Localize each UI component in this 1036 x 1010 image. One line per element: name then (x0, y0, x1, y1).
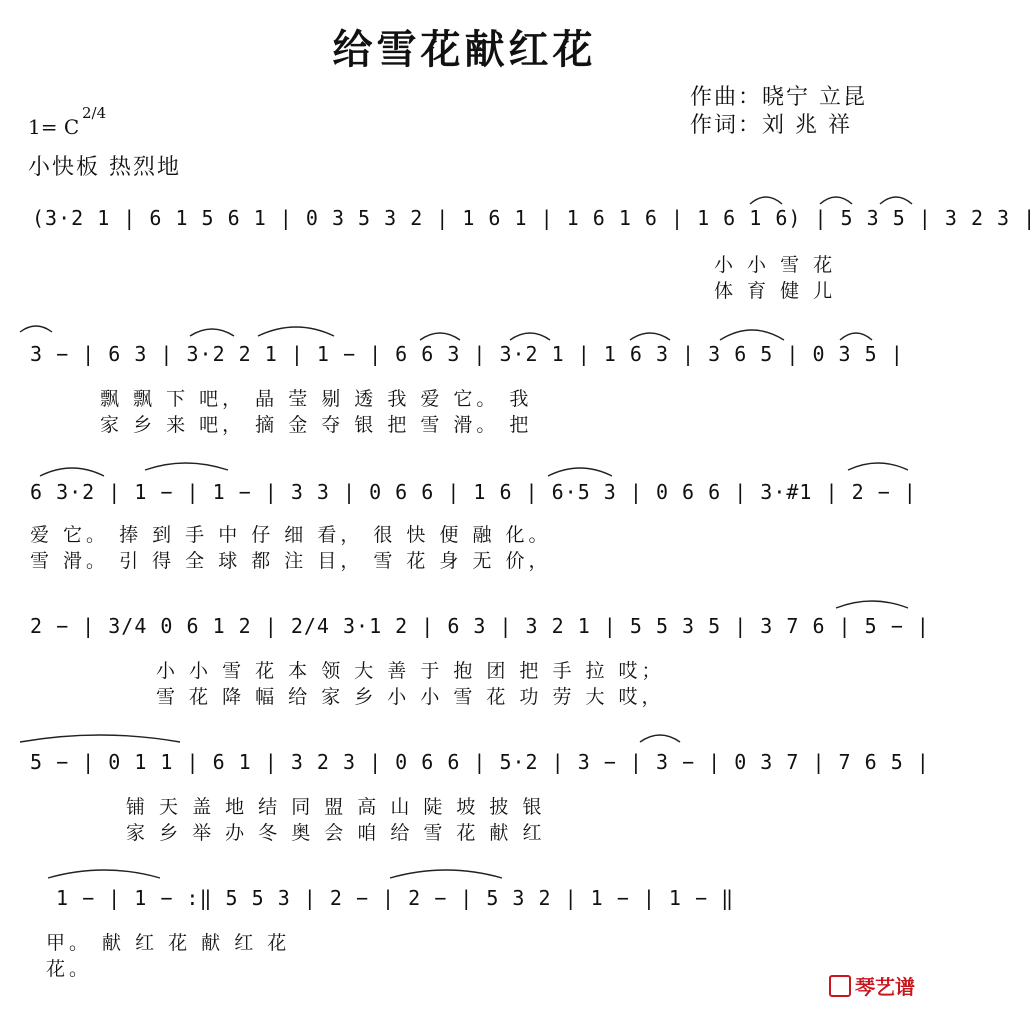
lyric-line-3-verse-2: 雪 滑。 引 得 全 球 都 注 目， 雪 花 身 无 价， (30, 550, 552, 572)
notation-line-2: 3 − | 6 3 | 3·2 2 1 | 1 − | 6 6 3 | 3·2 1 | 1 6 3 | 3 6 5 | 0 3 5 | (30, 342, 904, 366)
notation-line-4: 2 − | 3/4 0 6 1 2 | 2/4 3·1 2 | 6 3 | 3 2 1 | 5 5 3 5 | 3 7 6 | 5 − | (30, 614, 930, 638)
logo-icon (829, 975, 851, 997)
lyric-line-1-verse-2: 体 育 健 儿 (714, 280, 837, 302)
lyricist-credit: 作词：刘 兆 祥 (690, 113, 852, 138)
time-signature-text: 2/4 (82, 104, 107, 122)
notation-line-6: 1 − | 1 − :‖ 5 5 3 | 2 − | 2 − | 5 3 2 | 1 − | 1 − ‖ (56, 886, 735, 910)
lyric-line-5-verse-1: 铺 天 盖 地 结 同 盟 高 山 陡 坡 披 银 (126, 796, 546, 818)
key-signature: 1= C (28, 115, 80, 139)
lyric-line-1-verse-1: 小 小 雪 花 (714, 254, 837, 276)
lyric-line-2-verse-2: 家 乡 来 吧， 摘 金 夺 银 把 雪 滑。 把 (100, 414, 533, 436)
lyric-line-3-verse-1: 爱 它。 捧 到 手 中 仔 细 看， 很 快 便 融 化。 (30, 524, 552, 546)
composer-credit: 作曲：晓宁 立昆 (690, 85, 867, 110)
lyric-line-6-verse-1: 甲。 献 红 花 献 红 花 (46, 932, 291, 954)
notation-line-3: 6 3·2 | 1 − | 1 − | 3 3 | 0 6 6 | 1 6 | 6·5 3 | 0 6 6 | 3·#1 | 2 − | (30, 480, 917, 504)
lyric-line-6-verse-2: 花。 (46, 958, 93, 980)
lyric-line-5-verse-2: 家 乡 举 办 冬 奥 会 咱 给 雪 花 献 红 (126, 822, 546, 844)
notation-line-5: 5 − | 0 1 1 | 6 1 | 3 2 3 | 0 6 6 | 5·2 | 3 − | 3 − | 0 3 7 | 7 6 5 | (30, 750, 930, 774)
notation-line-1: (3·2 1 | 6 1 5 6 1 | 0 3 5 3 2 | 1 6 1 | 1 6 1 6 | 1 6 1 6) | 5 3 5 | 3 2 3 | (32, 206, 1036, 230)
lyric-line-2-verse-1: 飘 飘 下 吧， 晶 莹 剔 透 我 爱 它。 我 (100, 388, 533, 410)
tempo-marking: 小快板 热烈地 (28, 155, 181, 180)
logo-text: 琴艺谱 (855, 975, 915, 999)
song-title: 给雪花献红花 (332, 26, 597, 73)
lyric-line-4-verse-2: 雪 花 降 幅 给 家 乡 小 小 雪 花 功 劳 大 哎， (156, 686, 665, 708)
lyric-line-4-verse-1: 小 小 雪 花 本 领 大 善 于 抱 团 把 手 拉 哎； (156, 660, 665, 682)
time-signature (82, 106, 106, 121)
site-logo (829, 971, 915, 1000)
